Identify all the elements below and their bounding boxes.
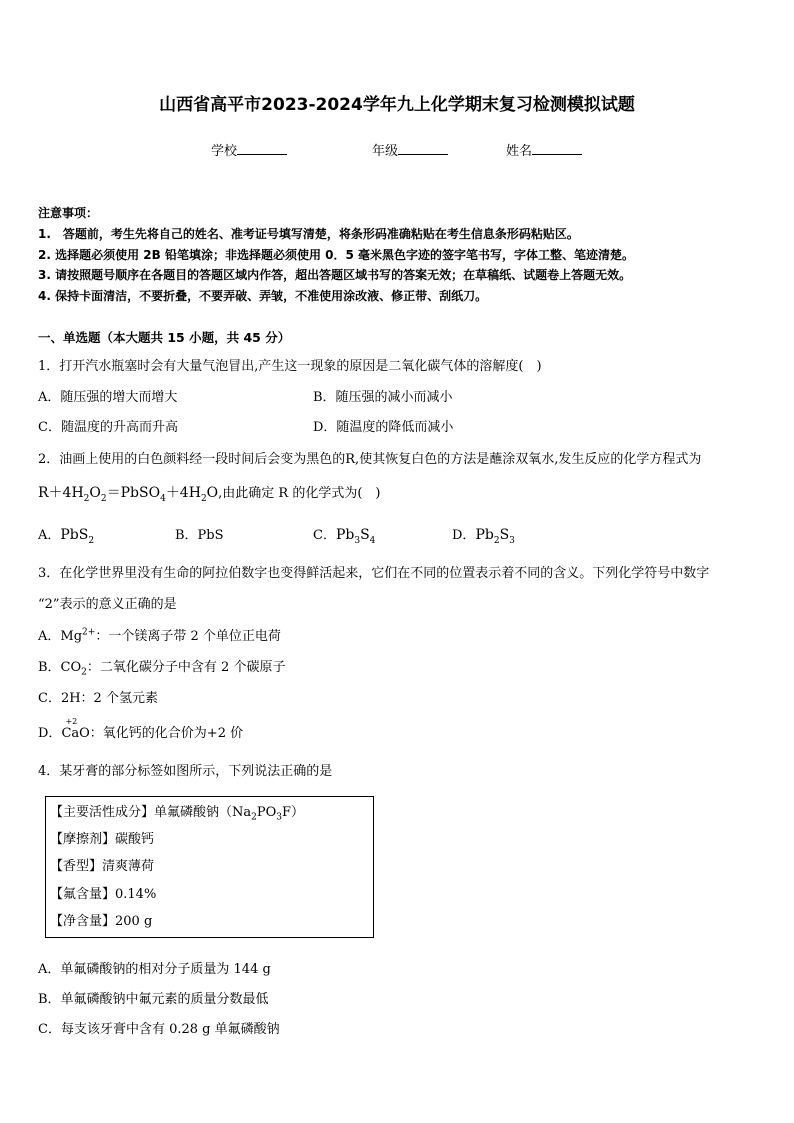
name-field <box>506 140 582 159</box>
section-heading: 一、单选题（本大题共 15 小题，共 45 分） <box>38 330 291 345</box>
grade-label: 年级 <box>372 144 399 159</box>
note-item: 3. 请按照题号顺序在各题目的答题区域内作答，超出答题区域书写的答案无效；在草稿纸、试题卷上答题无效。 <box>38 268 632 282</box>
question-3-stem: 3．在化学世界里没有生命的阿拉伯数字也变得鲜活起来，它们在不同的位置表示着不同的含义。下列化学符号中数字 <box>38 566 710 581</box>
q3-option-c[interactable]: C．2H：2 个氢元素 <box>38 691 158 706</box>
label-line-flavor: 【香型】清爽薄荷 <box>50 859 155 874</box>
grade-blank[interactable] <box>398 142 448 155</box>
question-2-equation <box>38 482 381 504</box>
q4-option-b[interactable]: B．单氟磷酸钠中氟元素的质量分数最低 <box>38 992 269 1007</box>
name-label: 姓名 <box>506 144 533 159</box>
q2-option-d[interactable]: D．$Pb_2S_3$ <box>452 527 515 546</box>
school-blank[interactable] <box>237 142 287 155</box>
label-line-fluoride: 【氟含量】0.14% <box>50 887 157 902</box>
note-item: 4. 保持卡面清洁，不要折叠，不要弄破、弄皱，不准使用涂改液、修正带、刮纸刀。 <box>38 289 488 303</box>
label-line-abrasive: 【摩擦剂】碳酸钙 <box>50 832 155 847</box>
q3-option-a[interactable]: A．$Mg^{2+}$：一个镁离子带 2 个单位正电荷 <box>38 627 281 644</box>
question-2-stem: 2．油画上使用的白色颜料经一段时间后会变为黑色的R,使其恢复白色的方法是蘸涂双氧水,发生反应的化学方程式为 <box>38 452 702 467</box>
q2-option-a[interactable]: A．PbS$_2$ <box>38 527 95 546</box>
q3-option-b[interactable]: B．$CO_2$：二氧化碳分子中含有 2 个碳原子 <box>38 660 286 678</box>
q1-option-a[interactable]: A．随压强的增大而增大 <box>38 390 178 405</box>
school-label: 学校 <box>211 144 238 159</box>
school-field <box>211 140 287 159</box>
question-3-stem-line2: “2”表示的意义正确的是 <box>38 597 177 612</box>
calcium-oxide-formula: +2 CaO <box>61 717 90 741</box>
question-4-stem: 4．某牙膏的部分标签如图所示，下列说法正确的是 <box>38 764 333 779</box>
grade-field <box>372 140 448 159</box>
q4-option-a[interactable]: A．单氟磷酸钠的相对分子质量为 144 g <box>38 962 271 977</box>
question-1-stem: 1．打开汽水瓶塞时会有大量气泡冒出,产生这一现象的原因是二氧化碳气体的溶解度( ) <box>38 359 542 374</box>
note-item: 1. 答题前，考生先将自己的姓名、准考证号填写清楚，将条形码准确粘贴在考生信息条形码粘贴区。 <box>38 227 579 241</box>
q1-option-d[interactable]: D．随温度的降低而减小 <box>313 420 454 435</box>
label-line-net: 【净含量】200 g <box>50 914 153 929</box>
equation-tail: ,由此确定 R 的化学式为( ) <box>218 486 381 501</box>
name-blank[interactable] <box>532 142 582 155</box>
page-title: 山西省高平市2023-2024学年九上化学期末复习检测模拟试题 <box>159 95 635 115</box>
toothpaste-label <box>45 796 374 938</box>
label-line-active: 【主要活性成分】单氟磷酸钠$(Na_2PO_3F)$ <box>50 805 305 823</box>
q3-option-d[interactable]: D． +2 CaO：氧化钙的化合价为+2 价 <box>38 717 244 741</box>
q1-option-c[interactable]: C．随温度的升高而升高 <box>38 420 178 435</box>
notes-heading: 注意事项： <box>38 206 99 220</box>
q1-option-b[interactable]: B．随压强的减小而减小 <box>313 390 453 405</box>
q2-option-c[interactable]: C．$Pb_3S_4$ <box>313 527 376 546</box>
chemical-equation: $R+4H_2O_2=PbSO_4+4H_2O$ <box>38 485 219 504</box>
note-item: 2. 选择题必须使用 2B 铅笔填涂；非选择题必须使用 0．5 毫米黑色字迹的签字笔书写，字体工整、笔迹清楚。 <box>38 248 634 262</box>
q2-option-b[interactable]: B．PbS <box>175 528 224 543</box>
q4-option-c[interactable]: C．每支该牙膏中含有 0.28 g 单氟磷酸钠 <box>38 1022 280 1037</box>
